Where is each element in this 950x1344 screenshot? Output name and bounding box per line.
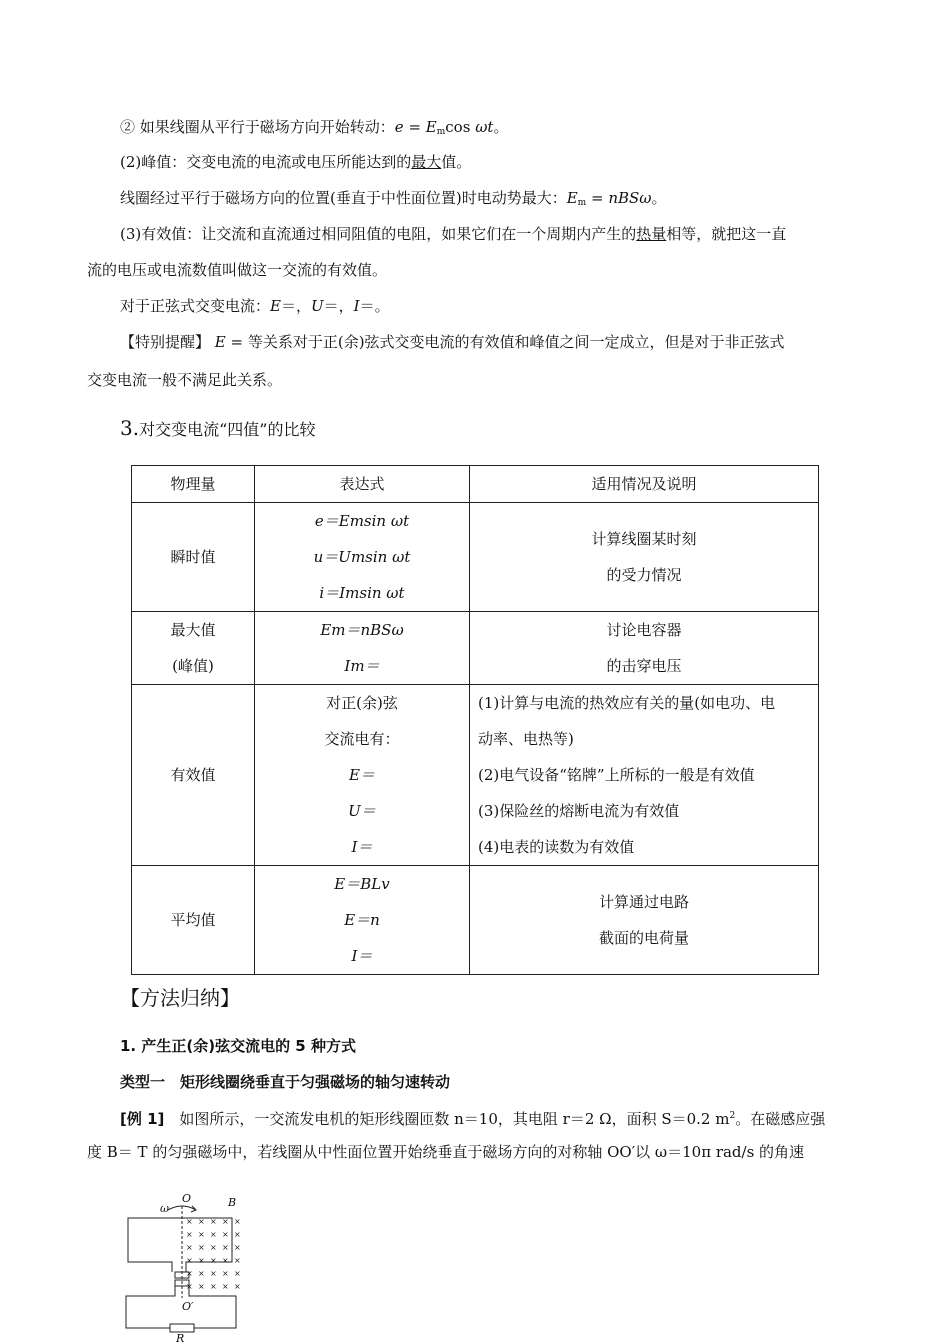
table-cell-expression: 对正(余)弦 交流电有： E＝ U＝ I＝ (255, 685, 470, 866)
field-cross-icon: × (234, 1243, 241, 1252)
field-cross-icon: × (222, 1230, 229, 1239)
paragraph-2: (2)峰值：交变电流的电流或电压所能达到的最大值。 (120, 153, 472, 171)
field-cross-icon: × (186, 1269, 193, 1278)
table-cell-name: 平均值 (132, 866, 255, 975)
paragraph-6-line-1: 【特别提醒】 E = 等关系对于正(余)弦式交变电流的有效值和峰值之间一定成立，但是对于非正弦式 (120, 333, 785, 351)
label-O: O (182, 1192, 192, 1205)
paragraph-5: 对于正弦式交变电流：E＝，U＝，I＝。 (120, 297, 390, 315)
table-row (132, 612, 819, 685)
field-cross-icon: × (198, 1217, 205, 1226)
label-omega: ω (160, 1202, 169, 1215)
field-cross-icon: × (234, 1230, 241, 1239)
example-1-line-2: 度 B＝ T 的匀强磁场中，若线圈从中性面位置开始绕垂直于磁场方向的对称轴 OO′以 ω＝10π rad/s 的角速 (87, 1143, 805, 1161)
section-3-heading: 3.对交变电流“四值”的比较 (120, 416, 316, 440)
paragraph-1: ② 如果线圈从平行于磁场方向开始转动：$e = E_m\cos$ ωt。 (120, 118, 509, 137)
field-cross-icon: × (198, 1282, 205, 1291)
coil-left-wire (128, 1218, 180, 1272)
field-cross-icon: × (222, 1256, 229, 1265)
paragraph-3: 线圈经过平行于磁场方向的位置(垂直于中性面位置)时电动势最大：$E_m = nBS\omega$。 (120, 189, 667, 208)
field-cross-icon: × (210, 1230, 217, 1239)
table-cell-name: 瞬时值 (132, 503, 255, 612)
table-cell-expression: e＝Emsin ωt u＝Umsin ωt i＝Imsin ωt (255, 503, 470, 612)
field-cross-icon: × (234, 1282, 241, 1291)
field-cross-icon: × (186, 1282, 193, 1291)
table-header-cell: 表达式 (255, 466, 470, 503)
field-cross-icon: × (210, 1256, 217, 1265)
paragraph-6-line-2: 交变电流一般不满足此关系。 (87, 371, 283, 389)
field-cross-icon: × (222, 1243, 229, 1252)
table-row (132, 503, 819, 612)
field-cross-icon: × (210, 1282, 217, 1291)
table-row (132, 866, 819, 975)
four-values-table (131, 465, 819, 975)
field-cross-icon: × (186, 1230, 193, 1239)
table-cell-expression: E＝BLv E＝n I＝ (255, 866, 470, 975)
type-one-heading: 类型一 矩形线圈绕垂直于匀强磁场的轴匀速转动 (120, 1073, 451, 1091)
external-circuit-right (189, 1286, 236, 1328)
field-cross-icon: × (198, 1269, 205, 1278)
resistor-icon (170, 1324, 194, 1332)
example-1-line-1: [例 1] 如图所示，一交流发电机的矩形线圈匝数 n＝10，其电阻 r＝2 Ω，面积 S＝0.2 $m^2$。在磁感应强 (120, 1110, 826, 1128)
paragraph-4-line-2: 流的电压或电流数值叫做这一交流的有效值。 (87, 261, 388, 279)
table-row (132, 685, 819, 866)
field-cross-icon: × (222, 1282, 229, 1291)
field-cross-icon: × (210, 1269, 217, 1278)
generator-circuit-figure (120, 1192, 260, 1344)
label-O-prime: O′ (182, 1300, 194, 1313)
paragraph-4-line-1: (3)有效值：让交流和直流通过相同阻值的电阻，如果它们在一个周期内产生的热量相等，就把这一直 (120, 225, 787, 243)
field-cross-icon: × (198, 1243, 205, 1252)
label-B: B (228, 1196, 237, 1209)
field-cross-icon: × (198, 1256, 205, 1265)
table-cell-note: 计算通过电路 截面的电荷量 (470, 866, 819, 975)
table-cell-note: 计算线圈某时刻 的受力情况 (470, 503, 819, 612)
field-cross-icon: × (210, 1243, 217, 1252)
method-summary-heading: 【方法归纳】 (120, 986, 240, 1010)
table-cell-name: 有效值 (132, 685, 255, 866)
table-header-cell: 适用情况及说明 (470, 466, 819, 503)
field-cross-icon: × (186, 1217, 193, 1226)
label-R: R (176, 1332, 185, 1344)
field-cross-icon: × (222, 1217, 229, 1226)
field-cross-icon: × (222, 1269, 229, 1278)
field-cross-icon: × (234, 1217, 241, 1226)
field-cross-icon: × (234, 1269, 241, 1278)
field-cross-icon: × (198, 1230, 205, 1239)
subheading-five-methods: 1. 产生正(余)弦交流电的 5 种方式 (120, 1037, 356, 1055)
special-reminder-tag: 【特别提醒】 (120, 333, 211, 351)
table-cell-name: 最大值 (峰值) (132, 612, 255, 685)
table-cell-note: 讨论电容器 的击穿电压 (470, 612, 819, 685)
table-cell-note: (1)计算与电流的热效应有关的量(如电功、电 动率、电热等) (2)电气设备“铭牌”上所标的一般是有效值 (3)保险丝的熔断电流为有效值 (4)电表的读数为有效值 (470, 685, 819, 866)
external-circuit-left (126, 1286, 175, 1328)
table-header-cell: 物理量 (132, 466, 255, 503)
field-cross-icon: × (234, 1256, 241, 1265)
field-cross-icon: × (210, 1217, 217, 1226)
table-cell-expression: Em＝nBSω Im＝ (255, 612, 470, 685)
field-cross-icon: × (186, 1256, 193, 1265)
field-cross-icon: × (186, 1243, 193, 1252)
table-header-row (132, 466, 819, 503)
